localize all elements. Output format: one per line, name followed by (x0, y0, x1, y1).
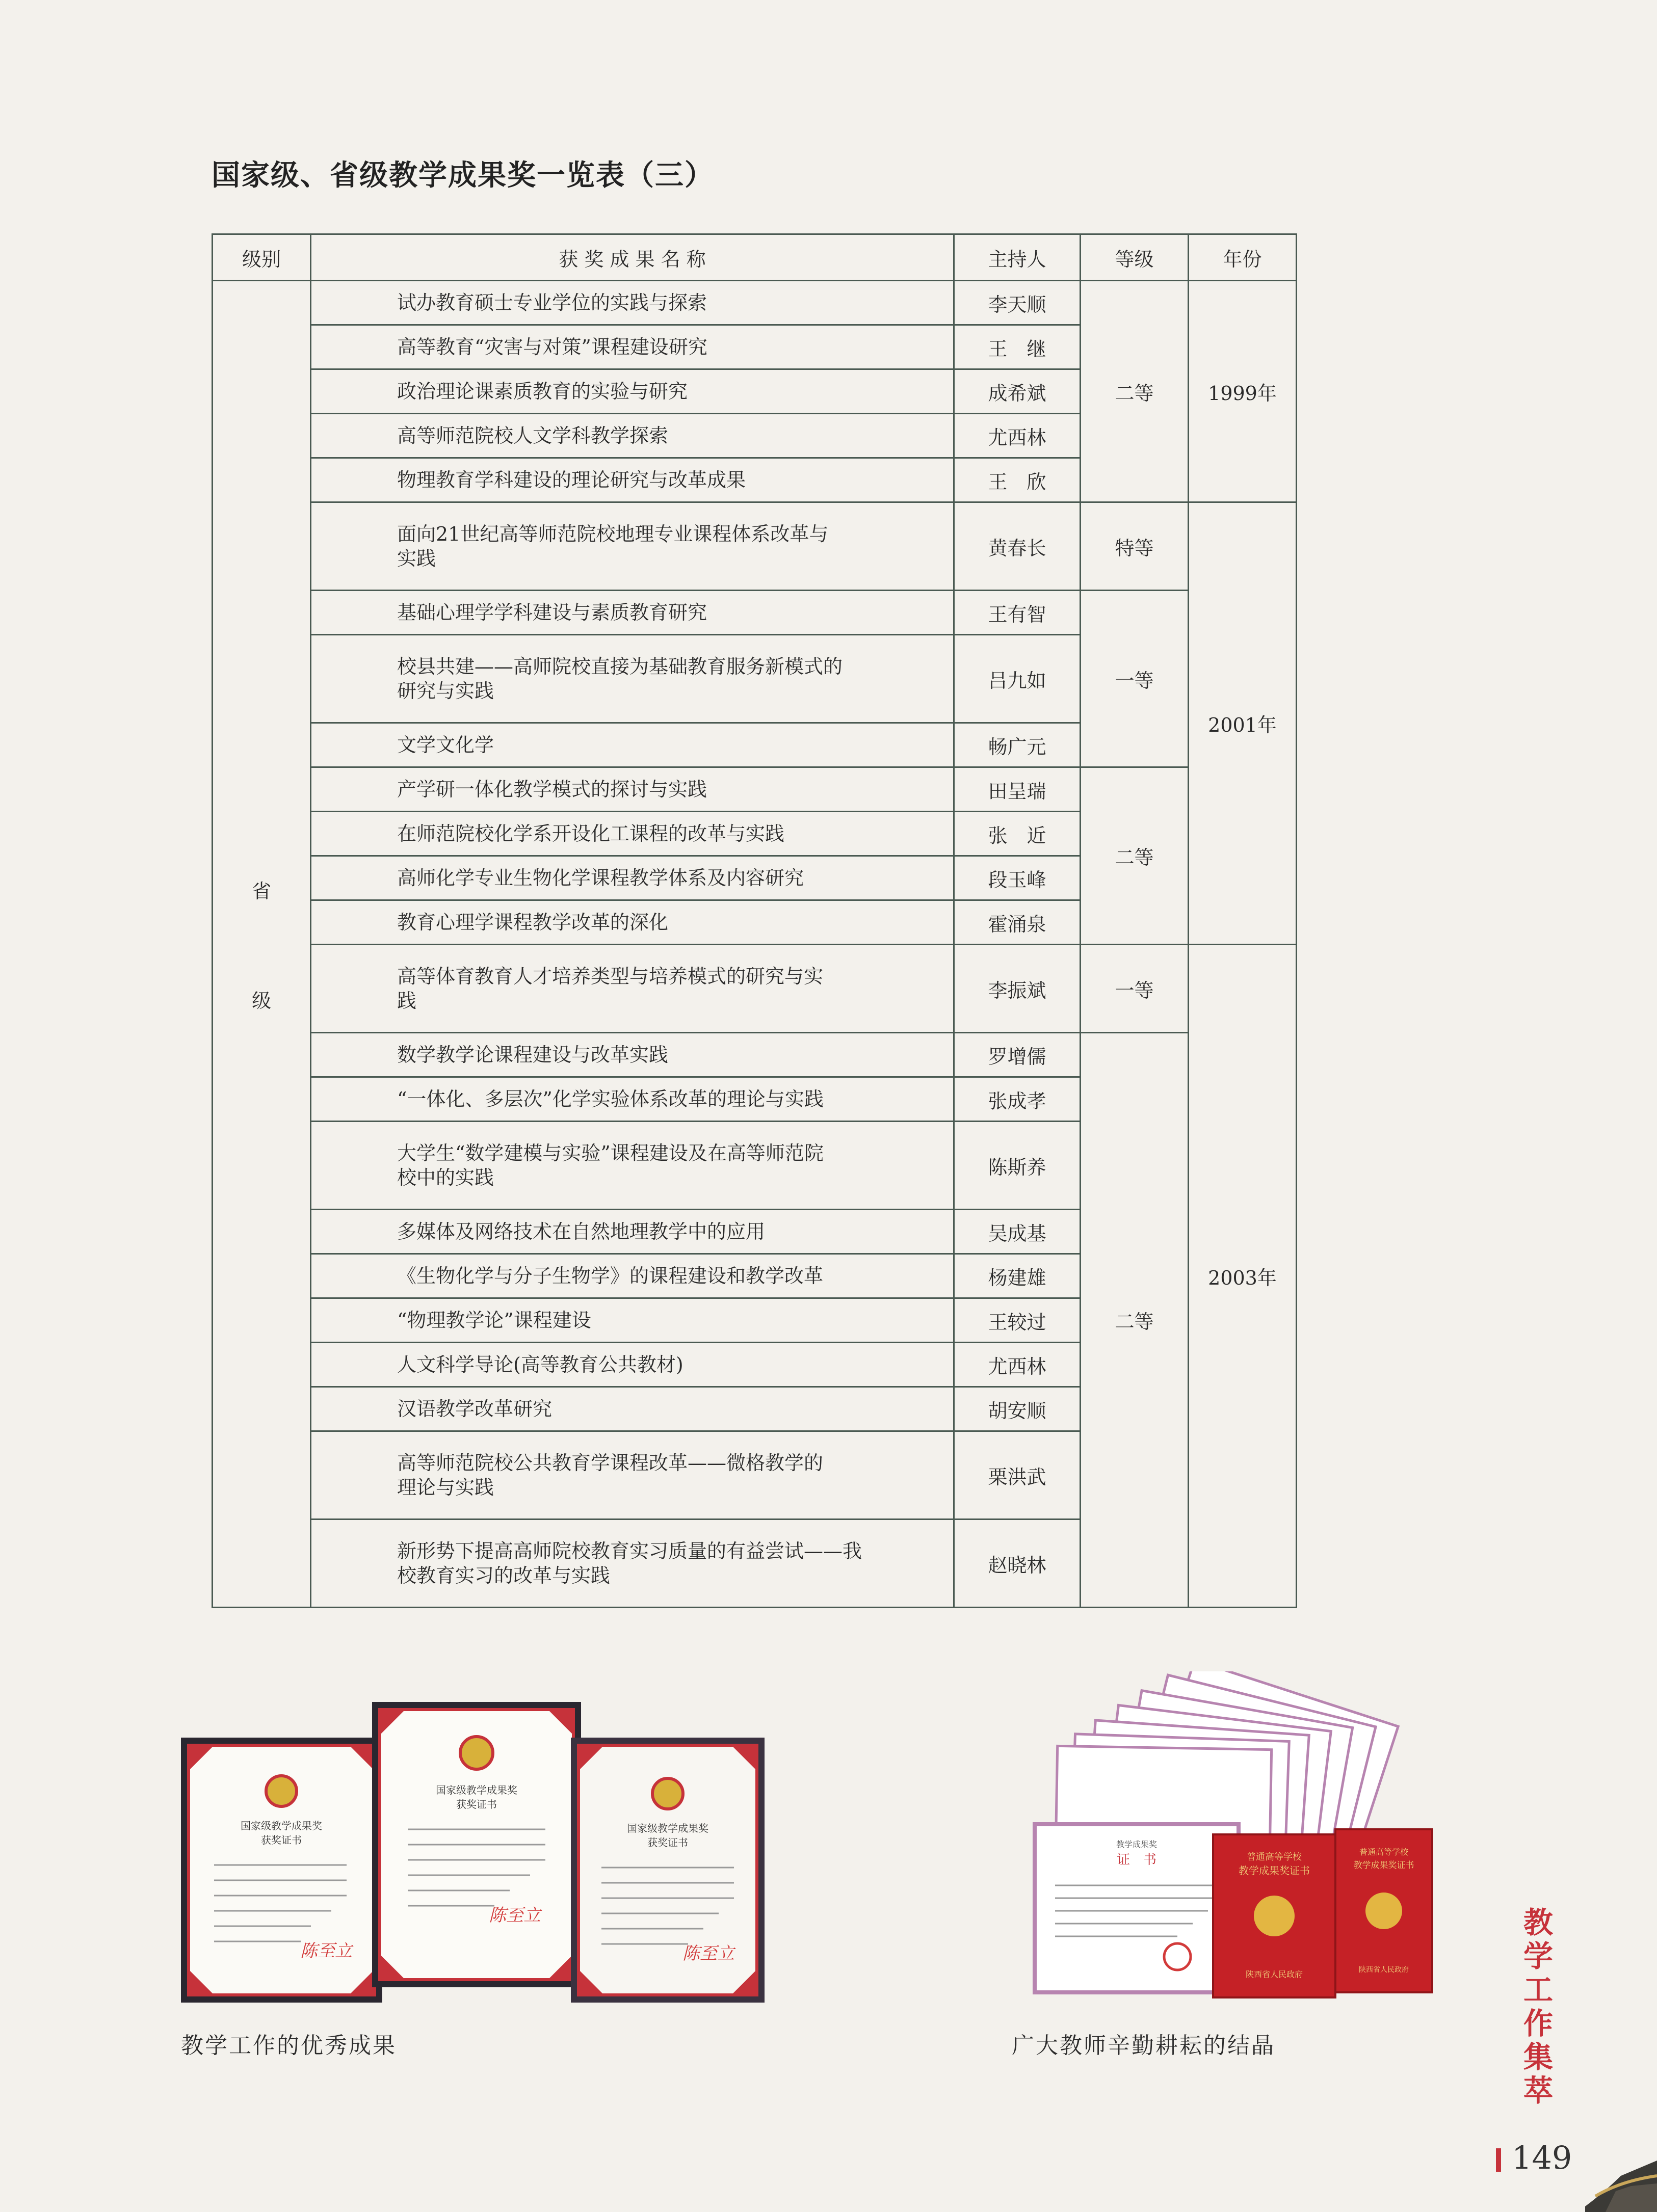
pagoda-roof-ornament (1585, 2130, 1657, 2212)
certificate-title: 国家级教学成果奖 (627, 1822, 708, 1834)
level-char: 级 (251, 989, 271, 1012)
award-name: 数学教学论课程建设与改革实践 (311, 1033, 954, 1077)
award-name: “物理教学论”课程建设 (311, 1298, 954, 1343)
award-host: 王 继 (954, 325, 1081, 369)
award-name: 物理教育学科建设的理论研究与改革成果 (311, 458, 954, 502)
page-number: 149 (1512, 2139, 1572, 2176)
certificate-title: 国家级教学成果奖 (241, 1820, 322, 1832)
award-host: 段玉峰 (954, 856, 1081, 900)
award-name: 教育心理学课程教学改革的深化 (311, 900, 954, 945)
red-booklet-1 (1213, 1834, 1335, 1997)
caption-left: 教学工作的优秀成果 (181, 2033, 397, 2059)
award-name: 产学研一体化教学模式的探讨与实践 (311, 767, 954, 812)
award-host: 李振斌 (954, 945, 1081, 1033)
award-name: 汉语教学改革研究 (311, 1387, 954, 1431)
award-name: 校县共建——高师院校直接为基础教育服务新模式的研究与实践 (311, 635, 954, 723)
award-host: 吕九如 (954, 635, 1081, 723)
award-name: 在师范院校化学系开设化工课程的改革与实践 (311, 812, 954, 856)
award-host: 栗洪武 (954, 1431, 1081, 1520)
award-host: 尤西林 (954, 414, 1081, 458)
table-row (213, 1033, 1297, 1077)
award-name: 基础心理学学科建设与素质教育研究 (311, 591, 954, 635)
caption-right: 广大教师辛勤耕耘的结晶 (1012, 2033, 1275, 2059)
award-grade: 二等 (1081, 767, 1189, 945)
certificate-subtitle: 获奖证书 (647, 1836, 688, 1849)
award-name: 高等师范院校公共教育学课程改革——微格教学的理论与实践 (311, 1431, 954, 1520)
emblem-icon (1365, 1893, 1402, 1929)
award-name: 政治理论课素质教育的实验与研究 (311, 369, 954, 414)
award-name: 大学生“数学建模与实验”课程建设及在高等师范院校中的实践 (311, 1122, 954, 1210)
award-host: 王 欣 (954, 458, 1081, 502)
certificates-photo-left (178, 1702, 775, 2008)
booklet-title: 普通高等学校 (1359, 1847, 1409, 1857)
award-host: 王有智 (954, 591, 1081, 635)
award-host: 尤西林 (954, 1343, 1081, 1387)
table-row (213, 945, 1297, 1033)
signature-stamp: 陈至立 (489, 1905, 541, 1926)
award-name: 人文科学导论(高等教育公共教材) (311, 1343, 954, 1387)
signature-stamp: 陈至立 (682, 1943, 734, 1964)
award-name: 高等师范院校人文学科教学探索 (311, 414, 954, 458)
page-title: 国家级、省级教学成果奖一览表（三） (212, 158, 714, 192)
award-name: 新形势下提高高师院校教育实习质量的有益尝试——我校教育实习的改革与实践 (311, 1520, 954, 1608)
certificate-1 (181, 1738, 382, 2003)
award-name: 高等体育教育人才培养类型与培养模式的研究与实践 (311, 945, 954, 1033)
paper-subtitle: 证 书 (1116, 1852, 1157, 1868)
award-year: 2001年 (1189, 502, 1297, 945)
booklet-subtitle: 教学成果奖证书 (1353, 1860, 1414, 1871)
award-host: 霍涌泉 (954, 900, 1081, 945)
award-year: 1999年 (1189, 281, 1297, 502)
certificate-2 (372, 1702, 581, 1987)
award-host: 张成孝 (954, 1077, 1081, 1122)
certificate-subtitle: 获奖证书 (261, 1834, 302, 1846)
award-grade: 二等 (1081, 281, 1189, 502)
certificate-subtitle: 获奖证书 (456, 1798, 497, 1810)
award-host: 张 近 (954, 812, 1081, 856)
booklet-subtitle: 教学成果奖证书 (1239, 1864, 1310, 1877)
table-header-row (213, 234, 1297, 281)
red-booklet-2 (1335, 1829, 1432, 1992)
header-name: 获 奖 成 果 名 称 (311, 234, 954, 281)
section-side-title: 教学工作集萃 (1523, 1905, 1553, 2108)
award-name: 高等教育“灾害与对策”课程建设研究 (311, 325, 954, 369)
level-cell (213, 281, 311, 1608)
emblem-icon (652, 1778, 683, 1809)
emblem-icon (1254, 1896, 1295, 1936)
award-grade: 一等 (1081, 945, 1189, 1033)
booklet-issuer: 陕西省人民政府 (1359, 1966, 1409, 1974)
award-host: 杨建雄 (954, 1254, 1081, 1298)
award-host: 陈斯养 (954, 1122, 1081, 1210)
booklet-title: 普通高等学校 (1247, 1852, 1302, 1862)
header-host: 主持人 (954, 234, 1081, 281)
award-host: 田呈瑞 (954, 767, 1081, 812)
award-host: 罗增儒 (954, 1033, 1081, 1077)
header-grade: 等级 (1081, 234, 1189, 281)
award-name: 文学文化学 (311, 723, 954, 767)
award-host: 王较过 (954, 1298, 1081, 1343)
paper-title: 教学成果奖 (1116, 1840, 1158, 1849)
award-name: 试办教育硕士专业学位的实践与探索 (311, 281, 954, 325)
booklet-issuer: 陕西省人民政府 (1245, 1969, 1303, 1979)
award-host: 吴成基 (954, 1210, 1081, 1254)
awards-table (212, 233, 1297, 1608)
award-grade: 一等 (1081, 591, 1189, 767)
certificate-3 (571, 1738, 765, 2003)
award-host: 黄春长 (954, 502, 1081, 591)
award-name: 《生物化学与分子生物学》的课程建设和教学改革 (311, 1254, 954, 1298)
table-row (213, 767, 1297, 812)
certificates-photo-right (1024, 1671, 1437, 2003)
award-host: 赵晓林 (954, 1520, 1081, 1608)
award-host: 胡安顺 (954, 1387, 1081, 1431)
award-name: 多媒体及网络技术在自然地理教学中的应用 (311, 1210, 954, 1254)
award-name: 高师化学专业生物化学课程教学体系及内容研究 (311, 856, 954, 900)
header-year: 年份 (1189, 234, 1297, 281)
award-host: 成希斌 (954, 369, 1081, 414)
certificate-title: 国家级教学成果奖 (436, 1784, 517, 1796)
award-name: “一体化、多层次”化学实验体系改革的理论与实践 (311, 1077, 954, 1122)
level-char: 省 (251, 880, 271, 902)
header-level: 级别 (213, 234, 311, 281)
table-row (213, 281, 1297, 325)
table-row (213, 591, 1297, 635)
signature-stamp: 陈至立 (300, 1941, 352, 1961)
emblem-icon (266, 1776, 297, 1806)
award-year: 2003年 (1189, 945, 1297, 1608)
award-grade: 特等 (1081, 502, 1189, 591)
certificate-paper (1035, 1824, 1239, 1992)
award-host: 畅广元 (954, 723, 1081, 767)
table-row (213, 502, 1297, 591)
emblem-icon (460, 1737, 493, 1769)
award-grade: 二等 (1081, 1033, 1189, 1608)
page-number-marker (1496, 2148, 1501, 2172)
award-host: 李天顺 (954, 281, 1081, 325)
award-name: 面向21世纪高等师范院校地理专业课程体系改革与实践 (311, 502, 954, 591)
